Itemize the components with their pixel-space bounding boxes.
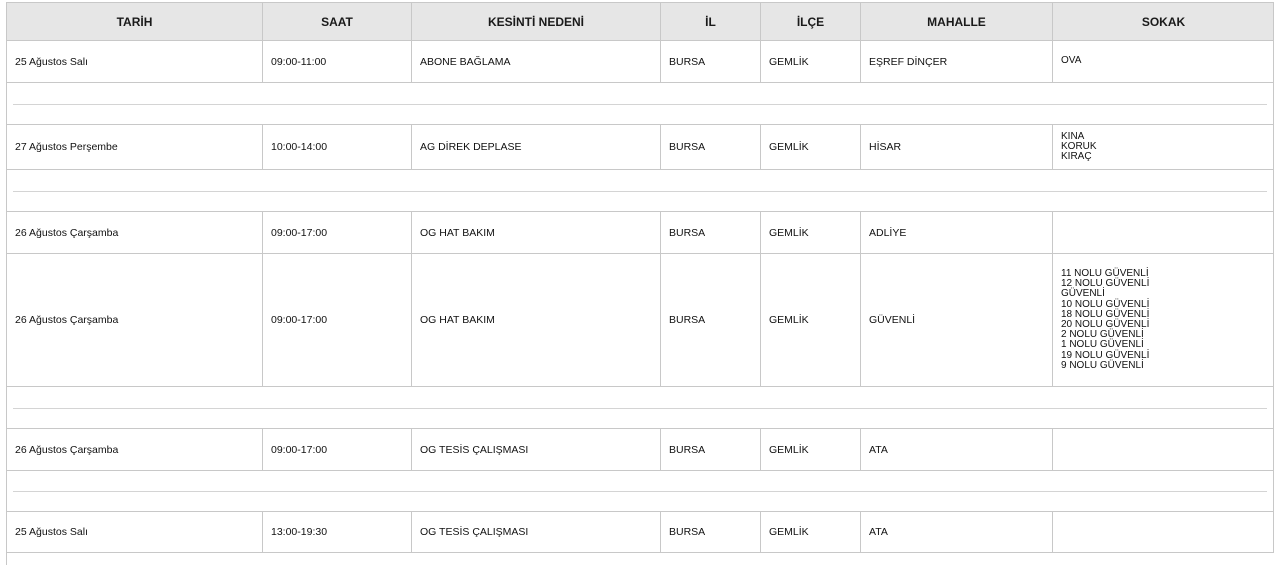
header-tarih: TARİH: [6, 3, 262, 40]
header-mahalle: MAHALLE: [860, 3, 1052, 40]
table-continuation: [6, 553, 1274, 565]
row-separator: [6, 471, 1274, 512]
sokak-item: 20 NOLU GÜVENLİ: [1061, 319, 1150, 330]
header-kesinti-nedeni: KESİNTİ NEDENİ: [411, 3, 660, 40]
table-row: [6, 512, 1274, 553]
header-sokak: SOKAK: [1052, 3, 1274, 40]
cell-kesinti-nedeni: AG DİREK DEPLASE: [411, 125, 660, 169]
cell-kesinti-nedeni: OG HAT BAKIM: [411, 212, 660, 253]
sokak-item: 9 NOLU GÜVENLİ: [1061, 359, 1144, 371]
cell-mahalle: ADLİYE: [860, 212, 1052, 253]
cell-ilce: GEMLİK: [760, 212, 860, 253]
cell-kesinti-nedeni: OG TESİS ÇALIŞMASI: [411, 512, 660, 552]
cell-kesinti-nedeni: ABONE BAĞLAMA: [411, 41, 660, 82]
cell-mahalle: ATA: [860, 512, 1052, 552]
table-row: [6, 429, 1274, 471]
cell-mahalle: ATA: [860, 429, 1052, 470]
cell-mahalle: EŞREF DİNÇER: [860, 41, 1052, 82]
cell-ilce: GEMLİK: [760, 254, 860, 386]
sokak-item: 19 NOLU GÜVENLİ: [1061, 349, 1150, 361]
sokak-item: 1 NOLU GÜVENLİ: [1061, 339, 1144, 351]
cell-il: BURSA: [660, 254, 760, 386]
cell-sokak: [1052, 212, 1274, 253]
cell-ilce: GEMLİK: [760, 429, 860, 470]
sokak-item: KIRAÇ: [1061, 151, 1092, 163]
cell-tarih: 26 Ağustos Çarşamba: [6, 212, 262, 253]
cell-kesinti-nedeni: OG TESİS ÇALIŞMASI: [411, 429, 660, 470]
cell-tarih: 25 Ağustos Salı: [6, 512, 262, 552]
cell-ilce: GEMLİK: [760, 125, 860, 169]
cell-kesinti-nedeni: OG HAT BAKIM: [411, 254, 660, 386]
sokak-item: 18 NOLU GÜVENLİ: [1061, 308, 1150, 320]
cell-saat: 10:00-14:00: [262, 125, 411, 169]
sokak-item: KINA: [1061, 130, 1085, 142]
separator-line: [13, 191, 1267, 192]
cell-sokak: [1052, 512, 1274, 552]
table-row: [6, 212, 1274, 254]
cell-saat: 09:00-17:00: [262, 429, 411, 470]
cell-sokak: [1052, 125, 1274, 169]
cell-saat: 09:00-17:00: [262, 212, 411, 253]
row-separator: [6, 170, 1274, 212]
cell-sokak: [1052, 429, 1274, 470]
cell-tarih: 26 Ağustos Çarşamba: [6, 429, 262, 470]
sokak-item: KORUK: [1061, 140, 1097, 152]
cell-mahalle: HİSAR: [860, 125, 1052, 169]
cell-il: BURSA: [660, 212, 760, 253]
header-ilce: İLÇE: [760, 3, 860, 40]
table-header: [6, 2, 1274, 41]
cell-saat: 09:00-17:00: [262, 254, 411, 386]
sokak-item: 11 NOLU GÜVENLİ: [1061, 267, 1149, 279]
cell-sokak: [1052, 254, 1274, 386]
cell-il: BURSA: [660, 512, 760, 552]
cell-sokak: [1052, 41, 1274, 82]
sokak-item: OVA: [1061, 55, 1082, 67]
row-separator: [6, 83, 1274, 125]
header-saat: SAAT: [262, 3, 411, 40]
cell-tarih: 25 Ağustos Salı: [6, 41, 262, 82]
cell-tarih: 26 Ağustos Çarşamba: [6, 254, 262, 386]
cell-il: BURSA: [660, 429, 760, 470]
cell-il: BURSA: [660, 41, 760, 82]
cell-saat: 09:00-11:00: [262, 41, 411, 82]
table-row: [6, 254, 1274, 387]
table-row: [6, 41, 1274, 83]
cell-ilce: GEMLİK: [760, 512, 860, 552]
cell-mahalle: GÜVENLİ: [860, 254, 1052, 386]
cell-ilce: GEMLİK: [760, 41, 860, 82]
cell-tarih: 27 Ağustos Perşembe: [6, 125, 262, 169]
header-il: İL: [660, 3, 760, 40]
cell-il: BURSA: [660, 125, 760, 169]
sokak-item: 12 NOLU GÜVENLİ: [1061, 278, 1150, 290]
separator-line: [13, 491, 1267, 492]
separator-line: [13, 104, 1267, 105]
sokak-item: 10 NOLU GÜVENLİ: [1061, 298, 1150, 310]
sokak-list: [1061, 132, 1097, 163]
row-separator: [6, 387, 1274, 429]
separator-line: [13, 408, 1267, 409]
sokak-list: [1061, 56, 1081, 66]
sokak-list: [1061, 269, 1149, 371]
sokak-item: GÜVENLİ: [1061, 288, 1105, 300]
cell-saat: 13:00-19:30: [262, 512, 411, 552]
table-row: [6, 125, 1274, 170]
sokak-item: 2 NOLU GÜVENLİ: [1061, 329, 1144, 341]
